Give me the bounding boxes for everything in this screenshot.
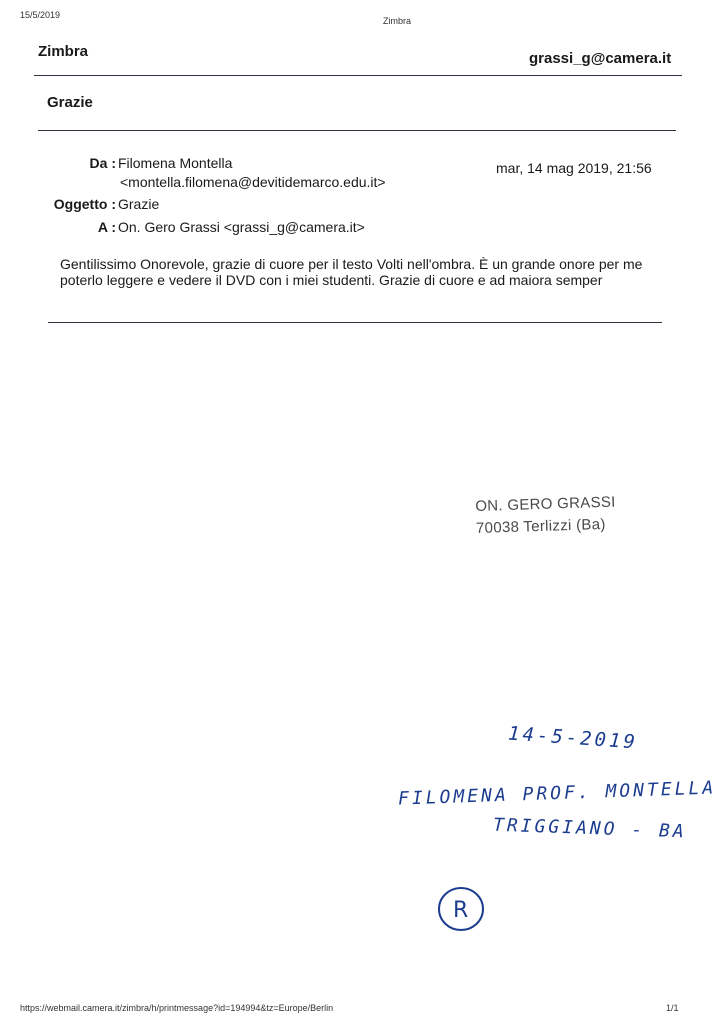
circled-r-mark <box>436 884 486 934</box>
address-stamp <box>475 492 617 540</box>
subject-label: Oggetto : <box>53 196 116 212</box>
circled-r-letter: R <box>453 898 469 923</box>
print-date: 15/5/2019 <box>20 10 61 20</box>
from-name: Filomena Montella <box>118 155 233 171</box>
subject-value: Grazie <box>118 196 160 212</box>
message-date: mar, 14 mag 2019, 21:56 <box>496 160 652 176</box>
to-label: A : <box>97 219 116 235</box>
print-page-number: 1/1 <box>666 1003 679 1013</box>
header-divider <box>34 75 682 76</box>
print-url: https://webmail.camera.it/zimbra/h/printmessage?id=194994&tz=Europe/Berlin <box>20 1003 334 1013</box>
page-title: Grazie <box>47 94 93 111</box>
stamp-line-2: 70038 Terlizzi (Ba) <box>475 515 606 537</box>
stamp-line-1: ON. GERO GRASSI <box>475 493 616 515</box>
app-name: Zimbra <box>38 43 89 60</box>
to-value: On. Gero Grassi <grassi_g@camera.it> <box>118 219 365 235</box>
message-body: Gentilissimo Onorevole, grazie di cuore per il testo Volti nell'ombra. È un grande onore per me poterlo leggere e vedere il DVD con i miei studenti. Grazie di cuore e ad maiora semper <box>60 256 643 288</box>
from-label: Da : <box>89 155 116 171</box>
handwritten-date: 14-5-2019 <box>507 722 639 754</box>
body-divider <box>48 322 662 323</box>
print-title: Zimbra <box>383 16 412 26</box>
handwritten-town: TRIGGIANO - BA <box>492 814 688 843</box>
handwritten-name: FILOMENA PROF. MONTELLA <box>397 777 717 810</box>
title-divider <box>38 130 676 131</box>
from-email: <montella.filomena@devitidemarco.edu.it> <box>120 174 386 190</box>
account-email: grassi_g@camera.it <box>529 50 672 67</box>
